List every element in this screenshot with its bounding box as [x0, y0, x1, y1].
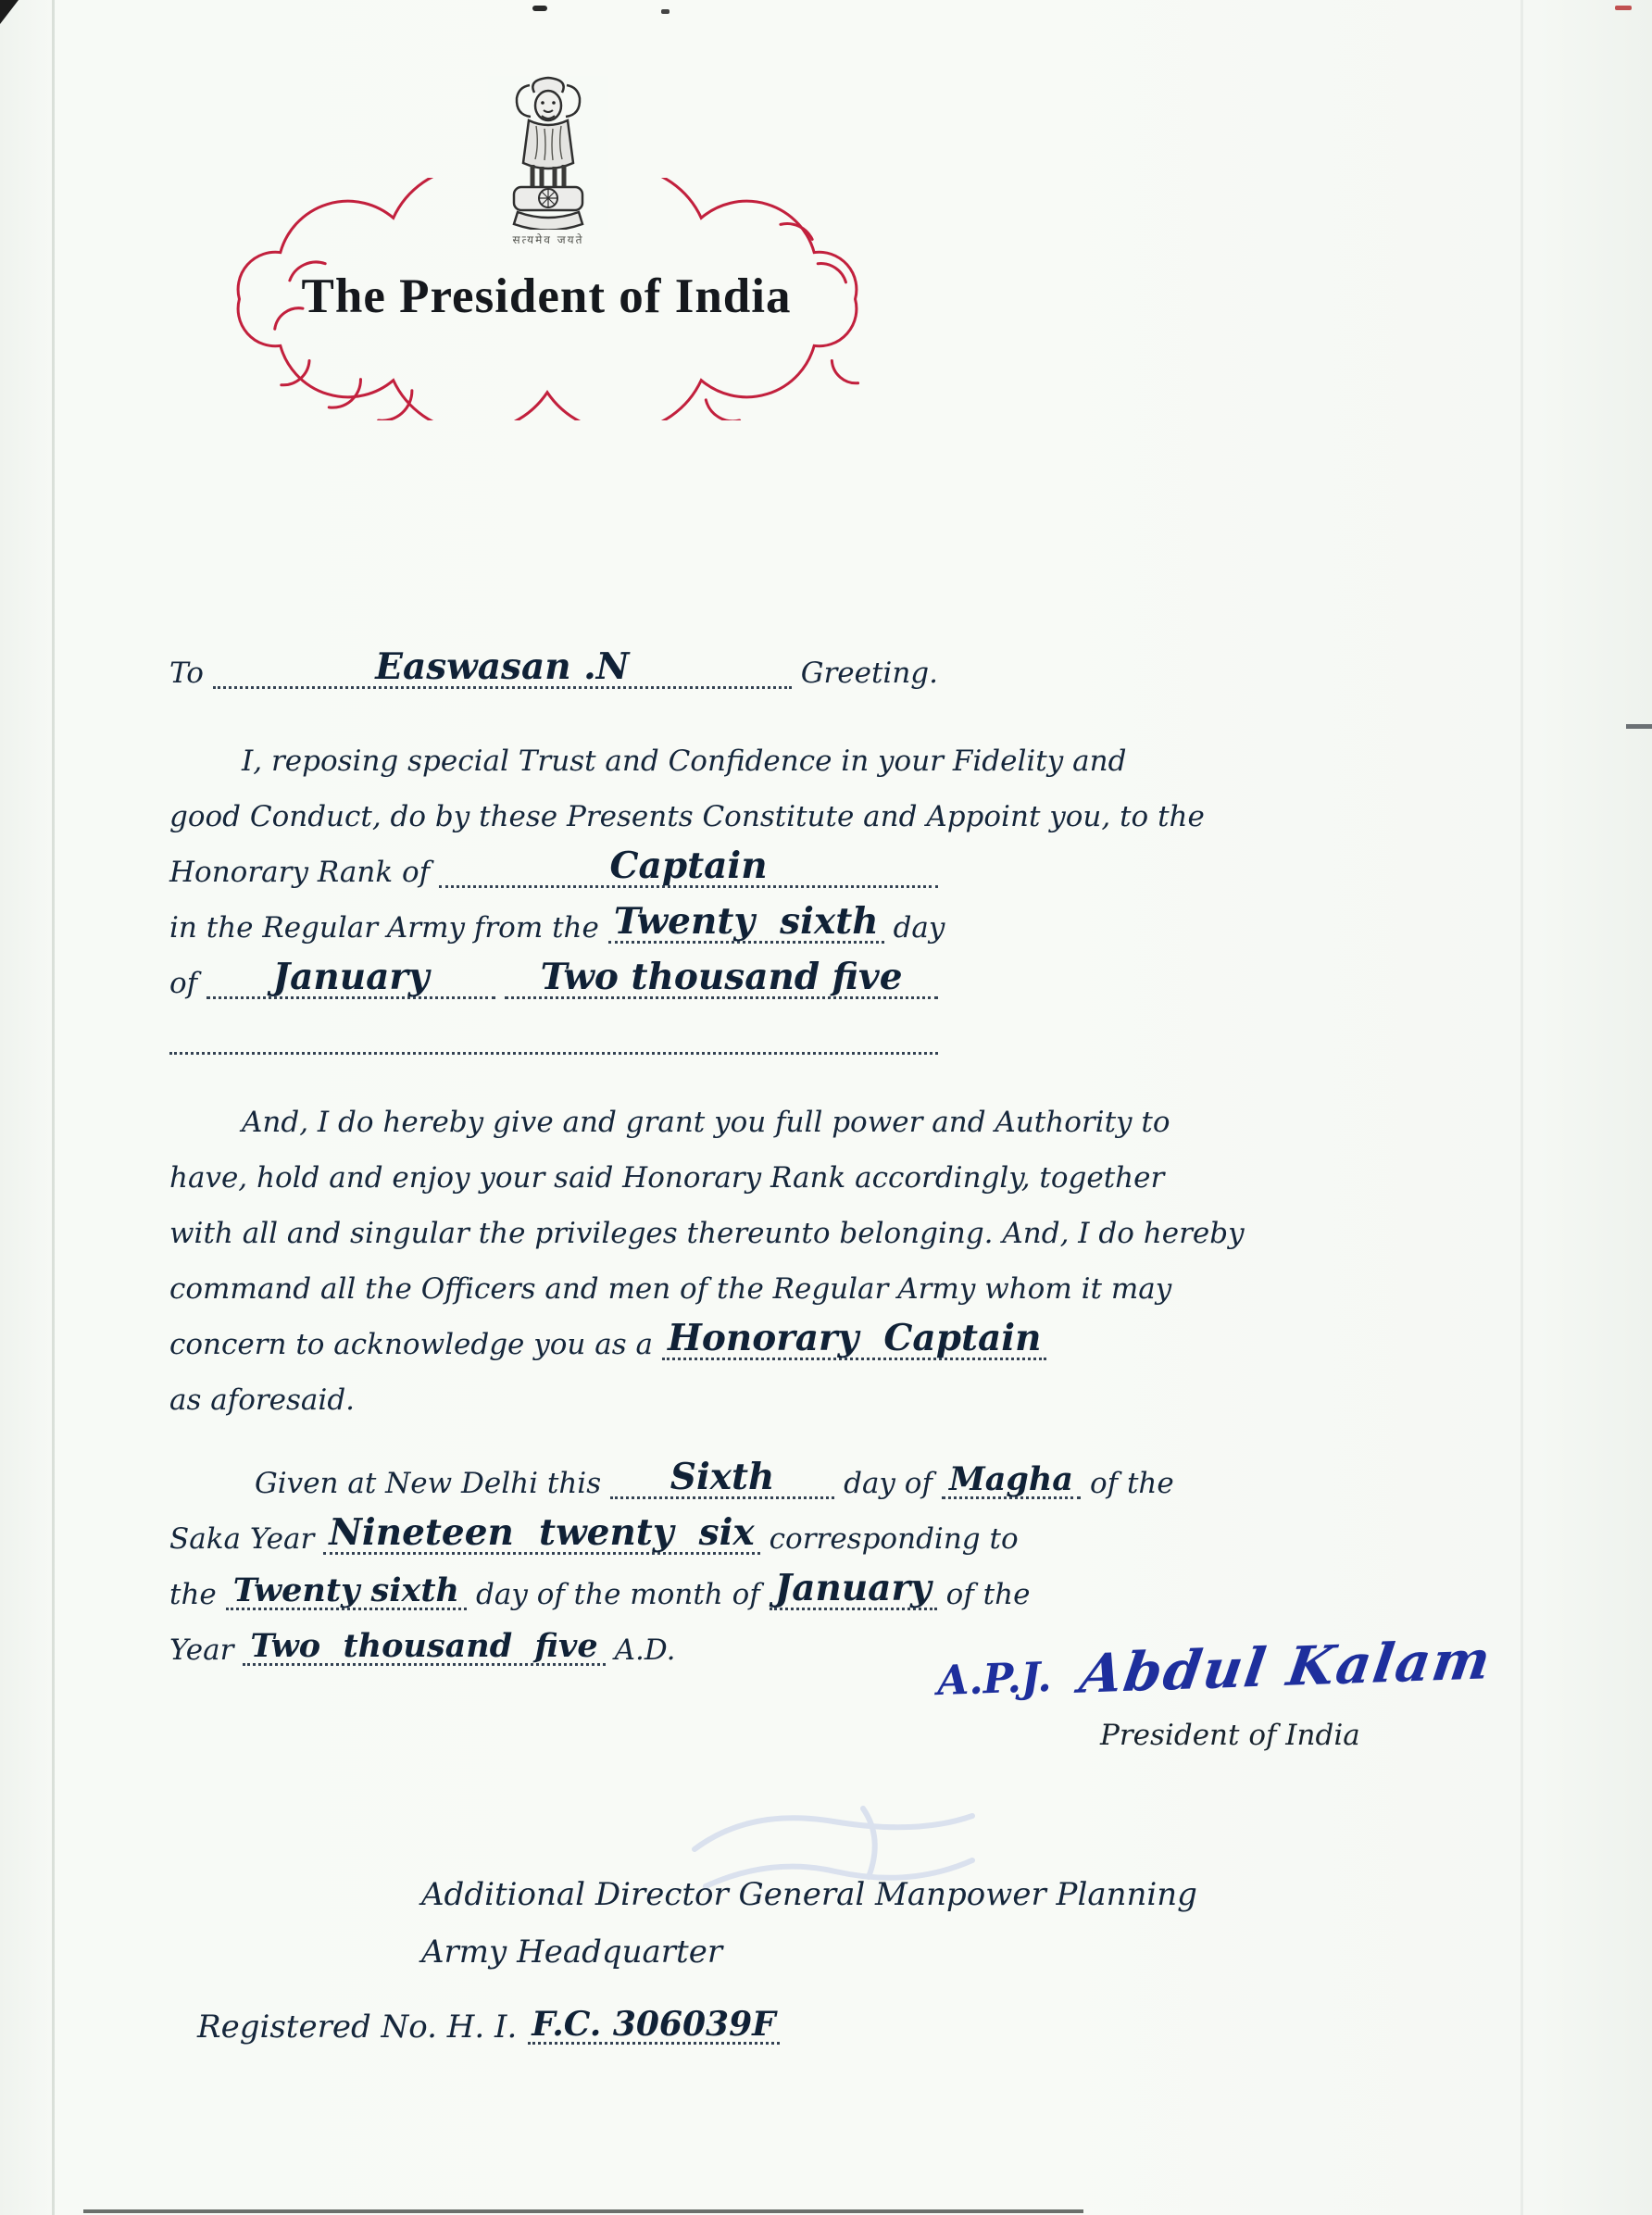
scan-speck: [532, 6, 547, 11]
acknowledged-rank-value: Honorary Captain: [662, 1320, 1046, 1360]
scan-bottom-edge: [83, 2209, 1083, 2213]
rank-line: [169, 836, 938, 892]
of-the-label: of the: [1089, 1466, 1174, 1500]
appointment-month-value: January: [206, 959, 495, 999]
registration-number: F.C. 306039F: [528, 2008, 779, 2045]
day-of-label: day of: [844, 1466, 932, 1500]
acknowledge-label: concern to acknowledge you as a: [169, 1327, 653, 1361]
ad-label: A.D.: [614, 1633, 676, 1667]
appointment-line-1: [169, 725, 1127, 781]
blank-rule: [169, 1051, 938, 1055]
of-the-label: of the: [945, 1577, 1031, 1611]
army-label: in the Regular Army from the: [169, 910, 599, 945]
gregorian-year-line: [169, 1614, 938, 1670]
signature-initials: A.P.J.: [936, 1653, 1053, 1706]
acknowledge-line: [169, 1308, 1042, 1364]
month-of-label: day of the month of: [476, 1577, 760, 1611]
appointment-text: good Conduct, do by these Presents Constitute and Appoint you, to the: [169, 799, 1205, 833]
saka-month-value: Magha: [942, 1463, 1081, 1499]
office-line-2: Army Headquarter: [421, 1933, 723, 1971]
certificate-body: [169, 637, 1245, 1670]
day-suffix-label: day: [893, 910, 945, 945]
appointment-year-value: Two thousand five: [505, 959, 938, 999]
issuing-office-block: [421, 1866, 1197, 1981]
lion-capital-icon: [488, 76, 608, 230]
to-label: To: [169, 656, 204, 690]
certificate-title: The President of India: [301, 269, 792, 323]
scan-corner-mark: [0, 0, 19, 24]
grant-line-4: [169, 1253, 1172, 1308]
paper-crease-right: [1521, 0, 1523, 2215]
grant-line-1: [169, 1086, 1170, 1142]
year-label: Year: [169, 1633, 234, 1667]
grant-text: have, hold and enjoy your said Honorary Rank accordingly, together: [169, 1160, 1165, 1195]
saka-day-value: Sixth: [610, 1459, 834, 1499]
corresponding-label: corresponding to: [769, 1521, 1019, 1556]
appointment-text: I, reposing special Trust and Confidence in your Fidelity and: [242, 744, 1127, 778]
army-day-line: [169, 892, 945, 947]
grant-line-2: [169, 1142, 1165, 1197]
rank-value: Captain: [439, 848, 938, 888]
emblem-motto: सत्यमेव जयते: [512, 233, 584, 246]
scan-speck: [661, 9, 670, 14]
signature-title: President of India: [1100, 1719, 1360, 1752]
given-line: [169, 1447, 1174, 1503]
grant-text: command all the Officers and men of the Regular Army whom it may: [169, 1271, 1172, 1306]
given-label: Given at New Delhi this: [255, 1466, 602, 1500]
grant-text: as aforesaid.: [169, 1383, 356, 1417]
salutation-line: [169, 637, 938, 693]
gregorian-day-value: Twenty sixth: [226, 1574, 467, 1610]
greeting-label: Greeting.: [800, 656, 938, 690]
saka-year-value: Nineteen twenty six: [323, 1515, 759, 1555]
scan-edge-dash: [1626, 724, 1652, 729]
rank-label: Honorary Rank of: [169, 855, 431, 889]
paper-crease-left: [52, 0, 55, 2215]
gregorian-month-value: January: [770, 1571, 937, 1610]
appointment-day-value: Twenty sixth: [608, 904, 884, 944]
blank-dotted-line: [169, 1003, 938, 1058]
the-label: the: [169, 1577, 217, 1611]
president-signature: Abdul Kalam: [1075, 1628, 1496, 1706]
aforesaid-line: [169, 1364, 938, 1420]
state-emblem: [488, 76, 608, 247]
gregorian-year-value: Two thousand five: [243, 1630, 605, 1666]
grant-line-3: [169, 1197, 1245, 1253]
grant-text: And, I do hereby give and grant you full power and Authority to: [242, 1105, 1170, 1139]
grant-text: with all and singular the privileges thereunto belonging. And, I do hereby: [169, 1216, 1245, 1250]
appointment-line-2: [169, 781, 1205, 836]
office-line-1: Additional Director General Manpower Planning: [421, 1876, 1197, 1913]
recipient-name: Easwasan .N: [213, 649, 792, 689]
saka-year-label: Saka Year: [169, 1521, 315, 1556]
month-year-line: [169, 947, 938, 1003]
saka-year-line: [169, 1503, 1019, 1558]
scan-speck-red: [1615, 6, 1632, 10]
registration-label: Registered No. H. I.: [197, 2008, 518, 2046]
registration-line: [197, 2005, 780, 2046]
of-label: of: [169, 966, 198, 1000]
gregorian-day-line: [169, 1558, 1031, 1614]
